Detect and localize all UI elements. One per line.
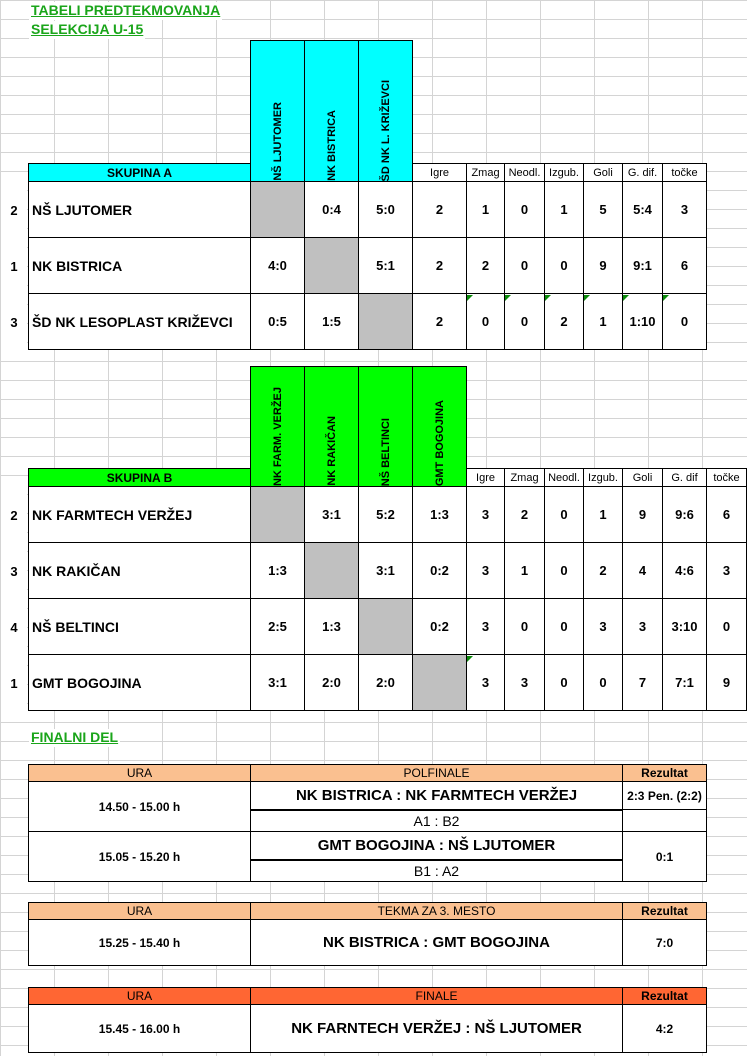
group-b-goals-1: 9 <box>622 487 663 543</box>
group-b-col-label-1: NK FARM. VERŽEJ <box>271 386 284 486</box>
comment-marker <box>545 295 551 301</box>
semi-2-time: 15.05 - 15.20 h <box>28 832 251 882</box>
group-a-rank-3: 3 <box>1 294 27 350</box>
semi-1-result: 2:3 Pen. (2:2) <box>622 782 707 810</box>
third-hdr-result: Rezultat <box>622 902 707 920</box>
group-a-result-2-1: 4:0 <box>250 238 305 294</box>
semi-1-match: NK BISTRICA : NK FARMTECH VERŽEJ <box>250 782 623 810</box>
group-b-col-label-2: NK RAKIČAN <box>325 416 338 486</box>
group-a-stat-hdr-points: točke <box>662 163 707 182</box>
group-b-stat-hdr-games: Igre <box>466 468 505 487</box>
group-b-wins-1: 2 <box>504 487 545 543</box>
group-b-games-1: 3 <box>466 487 505 543</box>
group-a-col-label-1: NŠ LJUTOMER <box>271 102 284 181</box>
group-b-rank-3: 4 <box>1 599 27 655</box>
group-b-losses-2: 2 <box>583 543 623 599</box>
group-b-stat-hdr-points: točke <box>706 468 747 487</box>
group-a-rank-2: 1 <box>1 238 27 294</box>
semi-1-time: 14.50 - 15.00 h <box>28 782 251 832</box>
group-b-result-2-3: 3:1 <box>358 543 413 599</box>
group-a-rank-1: 2 <box>1 182 27 238</box>
group-a-col-label-3: ŠD NK L. KRIŽEVCI <box>379 79 392 181</box>
group-b-stat-hdr-goals: Goli <box>622 468 663 487</box>
semi-1-result-blank <box>622 810 707 832</box>
group-a-goals-1: 5 <box>583 182 623 238</box>
group-a-draws-3: 0 <box>504 294 545 350</box>
group-a-stat-hdr-goals: Goli <box>583 163 623 182</box>
group-a-wins-1: 1 <box>466 182 505 238</box>
third-result: 7:0 <box>622 920 707 966</box>
comment-marker <box>623 295 629 301</box>
group-b-draws-4: 0 <box>544 655 584 711</box>
group-a-result-3-3 <box>358 294 413 350</box>
group-a-label: SKUPINA A <box>28 163 251 182</box>
semi-2-match: GMT BOGOJINA : NŠ LJUTOMER <box>250 832 623 860</box>
group-b-wins-4: 3 <box>504 655 545 711</box>
comment-marker <box>663 295 669 301</box>
group-b-col-header-1 <box>250 366 305 487</box>
final-hdr-match: FINALE <box>250 987 623 1005</box>
group-b-stat-hdr-wins: Zmag <box>504 468 545 487</box>
group-b-draws-2: 0 <box>544 543 584 599</box>
group-a-team-2: NK BISTRICA <box>28 238 251 294</box>
group-a-stat-hdr-losses: Izgub. <box>544 163 584 182</box>
group-a-goal-diff-1: 5:4 <box>622 182 663 238</box>
comment-marker <box>467 295 473 301</box>
group-a-result-1-2: 0:4 <box>304 182 359 238</box>
group-a-result-3-2: 1:5 <box>304 294 359 350</box>
group-b-result-4-2: 2:0 <box>304 655 359 711</box>
group-b-wins-2: 1 <box>504 543 545 599</box>
group-b-draws-3: 0 <box>544 599 584 655</box>
group-b-result-4-3: 2:0 <box>358 655 413 711</box>
comment-marker <box>584 295 590 301</box>
group-b-result-4-4 <box>412 655 467 711</box>
group-b-losses-4: 0 <box>583 655 623 711</box>
group-b-result-4-1: 3:1 <box>250 655 305 711</box>
group-a-col-label-2: NK BISTRICA <box>325 110 338 181</box>
group-a-losses-1: 1 <box>544 182 584 238</box>
third-hdr-match: TEKMA ZA 3. MESTO <box>250 902 623 920</box>
group-b-games-4: 3 <box>466 655 505 711</box>
group-b-goal-diff-1: 9:6 <box>662 487 707 543</box>
group-b-goal-diff-4: 7:1 <box>662 655 707 711</box>
group-a-result-2-3: 5:1 <box>358 238 413 294</box>
group-a-losses-2: 0 <box>544 238 584 294</box>
group-a-wins-2: 2 <box>466 238 505 294</box>
group-a-points-3: 0 <box>662 294 707 350</box>
final-hdr-time: URA <box>28 987 251 1005</box>
group-b-wins-3: 0 <box>504 599 545 655</box>
final-time: 15.45 - 16.00 h <box>28 1005 251 1053</box>
group-b-result-1-2: 3:1 <box>304 487 359 543</box>
third-hdr-time: URA <box>28 902 251 920</box>
group-b-team-3: NŠ BELTINCI <box>28 599 251 655</box>
group-b-points-4: 9 <box>706 655 747 711</box>
group-b-rank-4: 1 <box>1 655 27 711</box>
final-match: NK FARNTECH VERŽEJ : NŠ LJUTOMER <box>250 1005 623 1053</box>
group-b-stat-hdr-draws: Neodl. <box>544 468 584 487</box>
final-hdr-result: Rezultat <box>622 987 707 1005</box>
semi-2-result: 0:1 <box>622 832 707 882</box>
group-b-result-3-3 <box>358 599 413 655</box>
group-b-games-2: 3 <box>466 543 505 599</box>
group-a-stat-hdr-games: Igre <box>412 163 467 182</box>
group-a-draws-1: 0 <box>504 182 545 238</box>
group-b-label: SKUPINA B <box>28 468 251 487</box>
group-a-team-3: ŠD NK LESOPLAST KRIŽEVCI <box>28 294 251 350</box>
title-line-1: TABELI PREDTEKMOVANJA <box>31 2 221 18</box>
group-a-stat-hdr-goal-diff: G. dif. <box>622 163 663 182</box>
group-b-team-2: NK RAKIČAN <box>28 543 251 599</box>
group-b-goals-3: 3 <box>622 599 663 655</box>
finals-title: FINALNI DEL <box>31 729 119 745</box>
final-result: 4:2 <box>622 1005 707 1053</box>
group-b-result-3-2: 1:3 <box>304 599 359 655</box>
group-b-result-1-3: 5:2 <box>358 487 413 543</box>
group-b-stat-hdr-losses: Izgub. <box>583 468 623 487</box>
group-b-stat-hdr-goal-diff: G. dif <box>662 468 707 487</box>
group-a-goals-3: 1 <box>583 294 623 350</box>
semi-2-pairing: B1 : A2 <box>250 860 623 882</box>
group-b-team-1: NK FARMTECH VERŽEJ <box>28 487 251 543</box>
third-time: 15.25 - 15.40 h <box>28 920 251 966</box>
semis-hdr-match: POLFINALE <box>250 764 623 782</box>
group-a-goal-diff-3: 1:10 <box>622 294 663 350</box>
group-b-losses-1: 1 <box>583 487 623 543</box>
group-b-col-header-3 <box>358 366 413 487</box>
comment-marker <box>467 656 473 662</box>
group-b-losses-3: 3 <box>583 599 623 655</box>
group-a-col-header-2 <box>304 40 359 182</box>
group-b-games-3: 3 <box>466 599 505 655</box>
group-b-col-header-2 <box>304 366 359 487</box>
group-a-points-2: 6 <box>662 238 707 294</box>
group-b-draws-1: 0 <box>544 487 584 543</box>
group-b-result-3-1: 2:5 <box>250 599 305 655</box>
group-b-result-1-4: 1:3 <box>412 487 467 543</box>
group-a-games-2: 2 <box>412 238 467 294</box>
group-a-wins-3: 0 <box>466 294 505 350</box>
group-a-games-1: 2 <box>412 182 467 238</box>
group-b-goals-4: 7 <box>622 655 663 711</box>
group-a-goals-2: 9 <box>583 238 623 294</box>
group-a-stat-hdr-wins: Zmag <box>466 163 505 182</box>
group-b-points-1: 6 <box>706 487 747 543</box>
comment-marker <box>505 295 511 301</box>
group-b-result-1-1 <box>250 487 305 543</box>
group-b-result-2-1: 1:3 <box>250 543 305 599</box>
group-b-result-2-4: 0:2 <box>412 543 467 599</box>
semi-1-pairing: A1 : B2 <box>250 810 623 832</box>
group-b-points-2: 3 <box>706 543 747 599</box>
group-a-result-1-3: 5:0 <box>358 182 413 238</box>
group-a-col-header-1 <box>250 40 305 182</box>
group-a-points-1: 3 <box>662 182 707 238</box>
group-a-team-1: NŠ LJUTOMER <box>28 182 251 238</box>
group-b-goals-2: 4 <box>622 543 663 599</box>
group-a-games-3: 2 <box>412 294 467 350</box>
group-b-result-2-2 <box>304 543 359 599</box>
group-b-col-label-4: GMT BOGOJINA <box>433 399 446 486</box>
third-match: NK BISTRICA : GMT BOGOJINA <box>250 920 623 966</box>
group-b-goal-diff-3: 3:10 <box>662 599 707 655</box>
group-b-rank-1: 2 <box>1 487 27 543</box>
title-line-2: SELEKCIJA U-15 <box>31 21 144 37</box>
group-a-result-1-1 <box>250 182 305 238</box>
group-b-rank-2: 3 <box>1 543 27 599</box>
group-b-team-4: GMT BOGOJINA <box>28 655 251 711</box>
group-b-col-header-4 <box>412 366 467 487</box>
group-a-goal-diff-2: 9:1 <box>622 238 663 294</box>
group-b-points-3: 0 <box>706 599 747 655</box>
semis-hdr-result: Rezultat <box>622 764 707 782</box>
group-a-draws-2: 0 <box>504 238 545 294</box>
group-b-col-label-3: NŠ BELTINCI <box>379 417 392 486</box>
group-b-result-3-4: 0:2 <box>412 599 467 655</box>
group-b-goal-diff-2: 4:6 <box>662 543 707 599</box>
semis-hdr-time: URA <box>28 764 251 782</box>
group-a-stat-hdr-draws: Neodl. <box>504 163 545 182</box>
group-a-result-3-1: 0:5 <box>250 294 305 350</box>
group-a-col-header-3 <box>358 40 413 182</box>
group-a-result-2-2 <box>304 238 359 294</box>
group-a-losses-3: 2 <box>544 294 584 350</box>
